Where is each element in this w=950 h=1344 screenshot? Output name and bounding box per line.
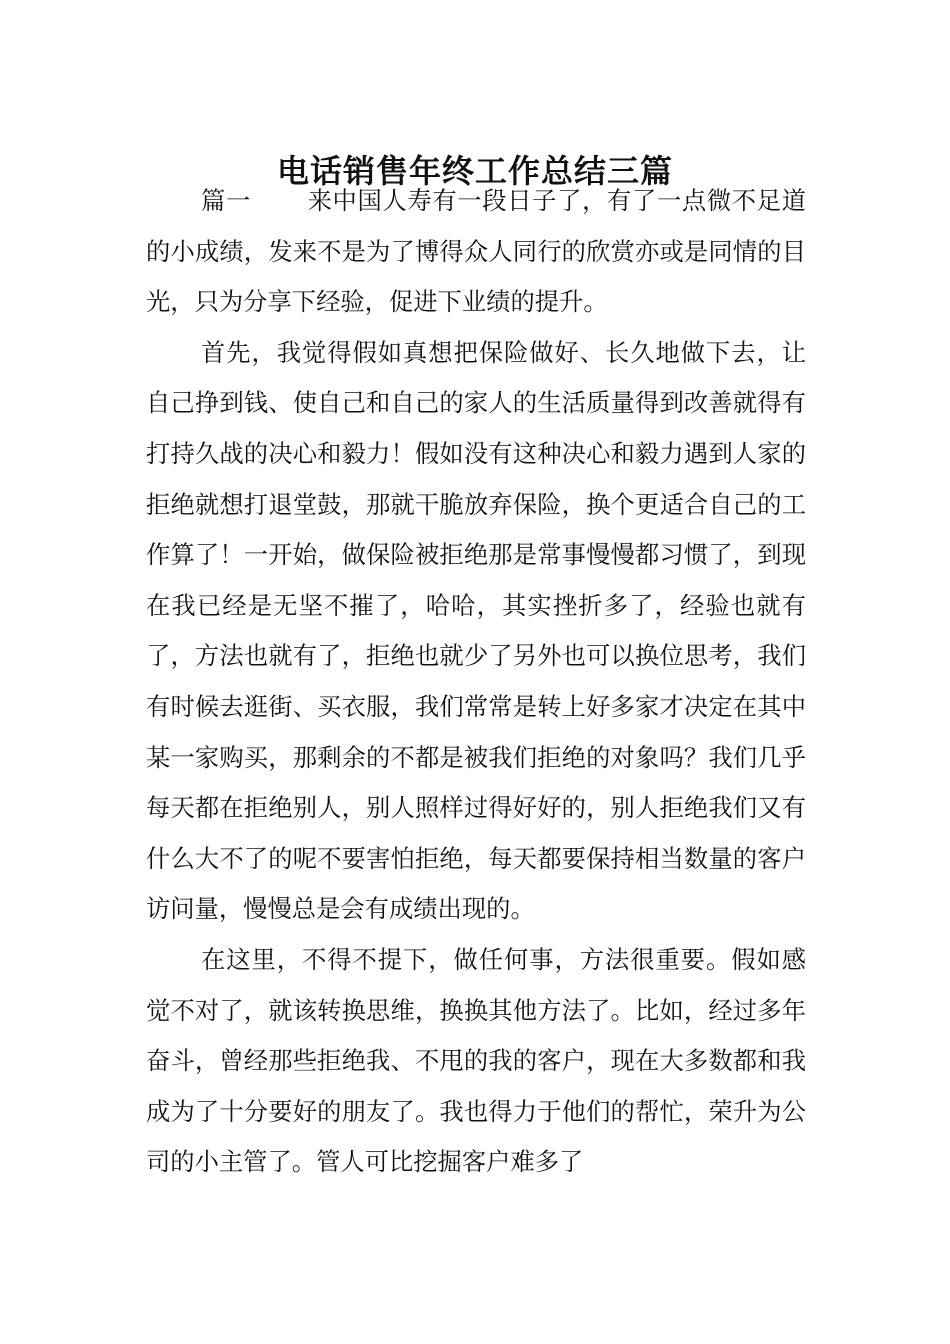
document-body [146, 176, 806, 1188]
intro-paragraph [146, 176, 806, 328]
section-label: 篇一 [201, 186, 251, 215]
intro-text: 来中国人寿有一段日子了，有了一点微不足道的小成绩，发来不是为了博得众人同行的欣赏亦或是同情的目光，只为分享下经验，促进下业绩的提升。 [146, 186, 807, 317]
document-title: 电话销售年终工作总结三篇 [276, 152, 673, 191]
body-paragraph-2: 在这里，不得不提下，做任何事，方法很重要。假如感觉不对了，就该转换思维，换换其他方法了。比如，经过多年奋斗，曾经那些拒绝我、不甩的我的客户，现在大多数都和我成为了十分要好的朋友了。我也得力于他们的帮忙，荣升为公司的小主管了。管人可比挖掘客户难多了 [146, 944, 806, 1177]
body-paragraph-1: 首先，我觉得假如真想把保险做好、长久地做下去，让自己挣到钱、使自己和自己的家人的生活质量得到改善就得有打持久战的决心和毅力！假如没有这种决心和毅力遇到人家的拒绝就想打退堂鼓，那就干脆放弃保险，换个更适合自己的工作算了！一开始，做保险被拒绝那是常事慢慢都习惯了，到现在我已经是无坚不摧了，哈哈，其实挫折多了，经验也就有了，方法也就有了，拒绝也就少了另外也可以换位思考，我们有时候去逛街、买衣服，我们常常是转上好多家才决定在其中某一家购买，那剩余的不都是被我们拒绝的对象吗？我们几乎每天都在拒绝别人，别人照样过得好好的，别人拒绝我们又有什么大不了的呢不要害怕拒绝，每天都要保持相当数量的客户访问量，慢慢总是会有成绩出现的。 [146, 337, 806, 924]
